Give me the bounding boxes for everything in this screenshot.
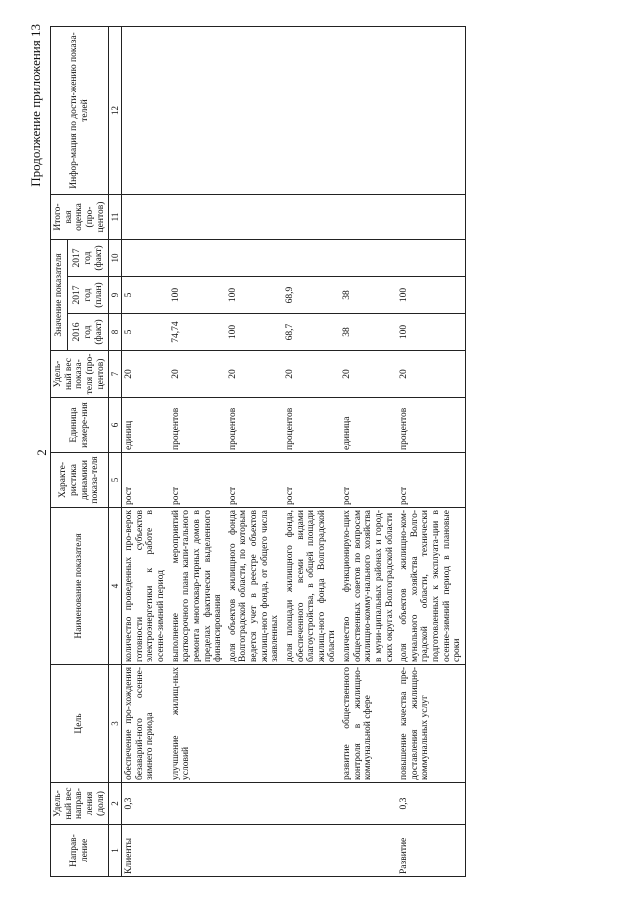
- cell-total-score: [340, 195, 397, 240]
- page-number: 2: [34, 449, 49, 456]
- cell-direction-weight: [226, 783, 283, 825]
- indicators-table: [50, 26, 466, 877]
- header-row: [51, 27, 68, 877]
- cell-dynamics: рост: [397, 453, 465, 508]
- cell-2016-fact: 68,7: [283, 314, 340, 351]
- appendix-continuation-note: Продолжение приложения 13: [28, 24, 43, 187]
- column-number: 11: [109, 195, 122, 240]
- cell-indicator-weight: 20: [283, 351, 340, 398]
- cell-unit: процентов: [169, 398, 226, 453]
- cell-indicator-name: доля объектов жилищного фонда Волгоградской области, по которым ведется учет в реестре объектов жилищ-ного фонда, от общего числа заявленных: [226, 508, 283, 665]
- cell-total-score: [226, 195, 283, 240]
- table-row: [122, 27, 169, 877]
- cell-2017-plan: 38: [340, 277, 397, 314]
- cell-2017-fact: [283, 240, 340, 277]
- cell-goal: улучшение жилищ-ных условий: [169, 665, 226, 783]
- cell-2016-fact: 38: [340, 314, 397, 351]
- column-number: 8: [109, 314, 122, 351]
- cell-2017-fact: [226, 240, 283, 277]
- column-number: 2: [109, 783, 122, 825]
- cell-2016-fact: 100: [226, 314, 283, 351]
- cell-unit: процентов: [283, 398, 340, 453]
- cell-indicator-name: выполнение мероприятий краткосрочного плана капи-тального ремонта многоквар-тирных домов в пределах фактически выделенного финансирования: [169, 508, 226, 665]
- header-direction-weight: Удель-ный вес направ-ления (доля): [51, 783, 109, 825]
- cell-direction: [340, 825, 397, 877]
- column-number: 9: [109, 277, 122, 314]
- cell-2016-fact: 74,74: [169, 314, 226, 351]
- cell-indicator-name: доля объектов жилищно-ком-мунального хозяйства Волго-градской области, технически подготовленных к эксплуата-ции в осенне-зимний период в плановые сроки: [397, 508, 465, 665]
- cell-2017-fact: [122, 240, 169, 277]
- cell-indicator-weight: 20: [226, 351, 283, 398]
- header-2016-fact: 2016 год (факт): [68, 314, 109, 351]
- cell-direction: Клиенты: [122, 825, 169, 877]
- cell-indicator-weight: 20: [122, 351, 169, 398]
- cell-unit: единица: [340, 398, 397, 453]
- cell-goal: [226, 665, 283, 783]
- cell-dynamics: рост: [283, 453, 340, 508]
- cell-direction-weight: 0,3: [397, 783, 465, 825]
- header-indicator-weight: Удель-ный вес показа-теля (про-центов): [51, 351, 109, 398]
- cell-direction: [169, 825, 226, 877]
- header-goal: Цель: [51, 665, 109, 783]
- cell-direction-weight: [283, 783, 340, 825]
- header-indicator-name: Наименование показателя: [51, 508, 109, 665]
- cell-direction-weight: [340, 783, 397, 825]
- column-number: 7: [109, 351, 122, 398]
- column-numbers-row: [109, 27, 122, 877]
- header-direction: Направ-ление: [51, 825, 109, 877]
- cell-direction-weight: [169, 783, 226, 825]
- cell-indicator-weight: 20: [169, 351, 226, 398]
- header-unit: Единица измере-ния: [51, 398, 109, 453]
- cell-unit: процентов: [397, 398, 465, 453]
- header-dynamics: Характе-ристика динамики показа-теля: [51, 453, 109, 508]
- cell-indicator-name: доля площади жилищного фонда, обеспеченного всеми видами благоустройства, в общей площади жилищ-ного фонда Волгоградской области: [283, 508, 340, 665]
- cell-achievement-info: [226, 27, 283, 195]
- cell-indicator-name: количество проведенных про-верок готовности субъектов электроэнергетики к работе в осенне-зимний период: [122, 508, 169, 665]
- cell-indicator-weight: 20: [340, 351, 397, 398]
- header-2017-fact: 2017 год (факт): [68, 240, 109, 277]
- cell-dynamics: рост: [122, 453, 169, 508]
- table-row: [397, 27, 465, 877]
- header-achievement-info: Инфор-мация по дости-жению показа-телей: [51, 27, 109, 195]
- cell-total-score: [122, 195, 169, 240]
- cell-2017-plan: 68,9: [283, 277, 340, 314]
- cell-achievement-info: [397, 27, 465, 195]
- cell-direction: Развитие: [397, 825, 465, 877]
- column-number: 12: [109, 27, 122, 195]
- column-number: 10: [109, 240, 122, 277]
- cell-unit: процентов: [226, 398, 283, 453]
- cell-goal: [283, 665, 340, 783]
- column-number: 3: [109, 665, 122, 783]
- cell-indicator-weight: 20: [397, 351, 465, 398]
- cell-2017-plan: 100: [226, 277, 283, 314]
- table-row: [340, 27, 397, 877]
- cell-2017-fact: [169, 240, 226, 277]
- cell-goal: развитие общественного контроля в жилищно-коммунальной сфере: [340, 665, 397, 783]
- cell-achievement-info: [122, 27, 169, 195]
- column-number: 1: [109, 825, 122, 877]
- table-row: [226, 27, 283, 877]
- cell-2017-fact: [397, 240, 465, 277]
- cell-direction: [226, 825, 283, 877]
- cell-total-score: [283, 195, 340, 240]
- cell-2017-plan: 100: [397, 277, 465, 314]
- cell-goal: обеспечение про-хождения безаварий-ного осенне-зимнего периода: [122, 665, 169, 783]
- header-values-group: Значение показателя: [51, 240, 68, 351]
- cell-dynamics: рост: [226, 453, 283, 508]
- cell-2017-fact: [340, 240, 397, 277]
- column-number: 6: [109, 398, 122, 453]
- cell-achievement-info: [340, 27, 397, 195]
- cell-dynamics: рост: [340, 453, 397, 508]
- cell-achievement-info: [283, 27, 340, 195]
- column-number: 4: [109, 508, 122, 665]
- cell-2017-plan: 5: [122, 277, 169, 314]
- cell-indicator-name: количество функционирую-щих общественных советов по вопросам жилищно-комму-нального хозяйства в муни-ципальных районах и город-ских округах Волгоградской области: [340, 508, 397, 665]
- cell-goal: повышение качества пре-доставления жилищно-коммунальных услуг: [397, 665, 465, 783]
- column-number: 5: [109, 453, 122, 508]
- table-row: [283, 27, 340, 877]
- cell-direction: [283, 825, 340, 877]
- cell-achievement-info: [169, 27, 226, 195]
- header-total-score: Итого-вая оценка (про-центов): [51, 195, 109, 240]
- cell-2016-fact: 100: [397, 314, 465, 351]
- table-row: [169, 27, 226, 877]
- cell-total-score: [169, 195, 226, 240]
- cell-2016-fact: 5: [122, 314, 169, 351]
- cell-unit: единиц: [122, 398, 169, 453]
- cell-2017-plan: 100: [169, 277, 226, 314]
- cell-total-score: [397, 195, 465, 240]
- cell-direction-weight: 0,3: [122, 783, 169, 825]
- header-2017-plan: 2017 год (план): [68, 277, 109, 314]
- cell-dynamics: рост: [169, 453, 226, 508]
